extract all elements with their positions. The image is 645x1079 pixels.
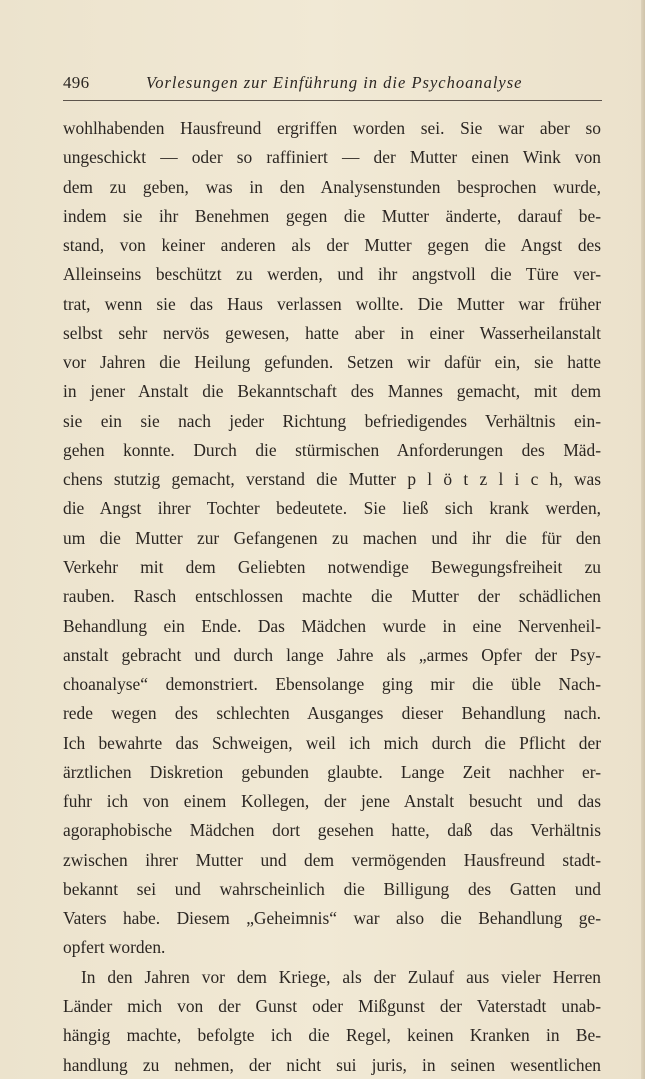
text-line: dem zu geben, was in den Analysenstunden besprochen wurde, — [63, 176, 601, 197]
text-line: wohlhabenden Hausfreund ergriffen worden sei. Sie war aber so — [63, 118, 601, 138]
text-line: gehen konnte. Durch die stürmischen Anforderungen des Mäd- — [63, 439, 601, 460]
text-line: die Angst ihrer Tochter bedeutete. Sie ließ sich krank werden, — [63, 498, 601, 519]
text-line: Alleinseins beschützt zu werden, und ihr angstvoll die Türe ver- — [63, 264, 601, 285]
text-line: um die Mutter zur Gefangenen zu machen und ihr die für den — [63, 527, 601, 548]
text-line: indem sie ihr Benehmen gegen die Mutter änderte, darauf be- — [63, 205, 601, 226]
text-line: rauben. Rasch entschlossen machte die Mutter der schädlichen — [63, 586, 601, 607]
running-title: Vorlesungen zur Einführung in die Psychoanalyse — [146, 73, 523, 92]
text-line: handlung zu nehmen, der nicht sui juris, in seinen wesentlichen — [63, 1054, 601, 1075]
paragraph-start-line: In den Jahren vor dem Kriege, als der Zulauf aus vieler Herren — [81, 966, 601, 987]
text-line: bekannt sei und wahrscheinlich die Billigung des Gatten und — [63, 878, 601, 899]
text-line: Vaters habe. Diesem „Geheimnis“ war also die Behandlung ge- — [63, 908, 601, 929]
page-edge — [641, 0, 645, 1079]
text-line: trat, wenn sie das Haus verlassen wollte. Die Mutter war früher — [63, 293, 601, 314]
text-line: choanalyse“ demonstriert. Ebensolange ging mir die üble Nach- — [63, 674, 601, 695]
text-line: Länder mich von der Gunst oder Mißgunst der Vaterstadt unab- — [63, 995, 601, 1016]
text-line: vor Jahren die Heilung gefunden. Setzen wir dafür ein, sie hatte — [63, 352, 601, 373]
text-line: zwischen ihrer Mutter und dem vermögenden Hausfreund stadt- — [63, 849, 601, 870]
header-rule — [63, 100, 602, 101]
text-line: stand, von keiner anderen als der Mutter gegen die Angst des — [63, 235, 601, 256]
text-line: anstalt gebracht und durch lange Jahre als „armes Opfer der Psy- — [63, 644, 601, 665]
body-text — [63, 114, 601, 1079]
page-number: 496 — [63, 73, 90, 92]
text-line: selbst sehr nervös gewesen, hatte aber in einer Wasserheilanstalt — [63, 322, 601, 343]
text-line: ärztlichen Diskretion gebunden glaubte. Lange Zeit nachher er- — [63, 761, 601, 782]
text-line: agoraphobische Mädchen dort gesehen hatte, daß das Verhältnis — [63, 820, 601, 841]
text-line: Ich bewahrte das Schweigen, weil ich mich durch die Pflicht der — [63, 732, 601, 753]
text-line: hängig machte, befolgte ich die Regel, keinen Kranken in Be- — [63, 1025, 601, 1046]
paragraph-end-line: opfert worden. — [63, 937, 166, 958]
text-line: ungeschickt — oder so raffiniert — der Mutter einen Wink von — [63, 147, 601, 168]
text-line: in jener Anstalt die Bekanntschaft des Mannes gemacht, mit dem — [63, 381, 601, 402]
running-header — [63, 71, 600, 99]
text-line: fuhr ich von einem Kollegen, der jene Anstalt besucht und das — [63, 791, 601, 812]
text-line: sie ein sie nach jeder Richtung befriedigendes Verhältnis ein- — [63, 410, 601, 431]
text-line: rede wegen des schlechten Ausganges dieser Behandlung nach. — [63, 703, 601, 724]
text-line: Verkehr mit dem Geliebten notwendige Bewegungsfreiheit zu — [63, 556, 601, 577]
text-line: chens stutzig gemacht, verstand die Mutter p l ö t z l i c h, was — [63, 469, 601, 490]
text-line: Behandlung ein Ende. Das Mädchen wurde in eine Nervenheil- — [63, 615, 601, 636]
